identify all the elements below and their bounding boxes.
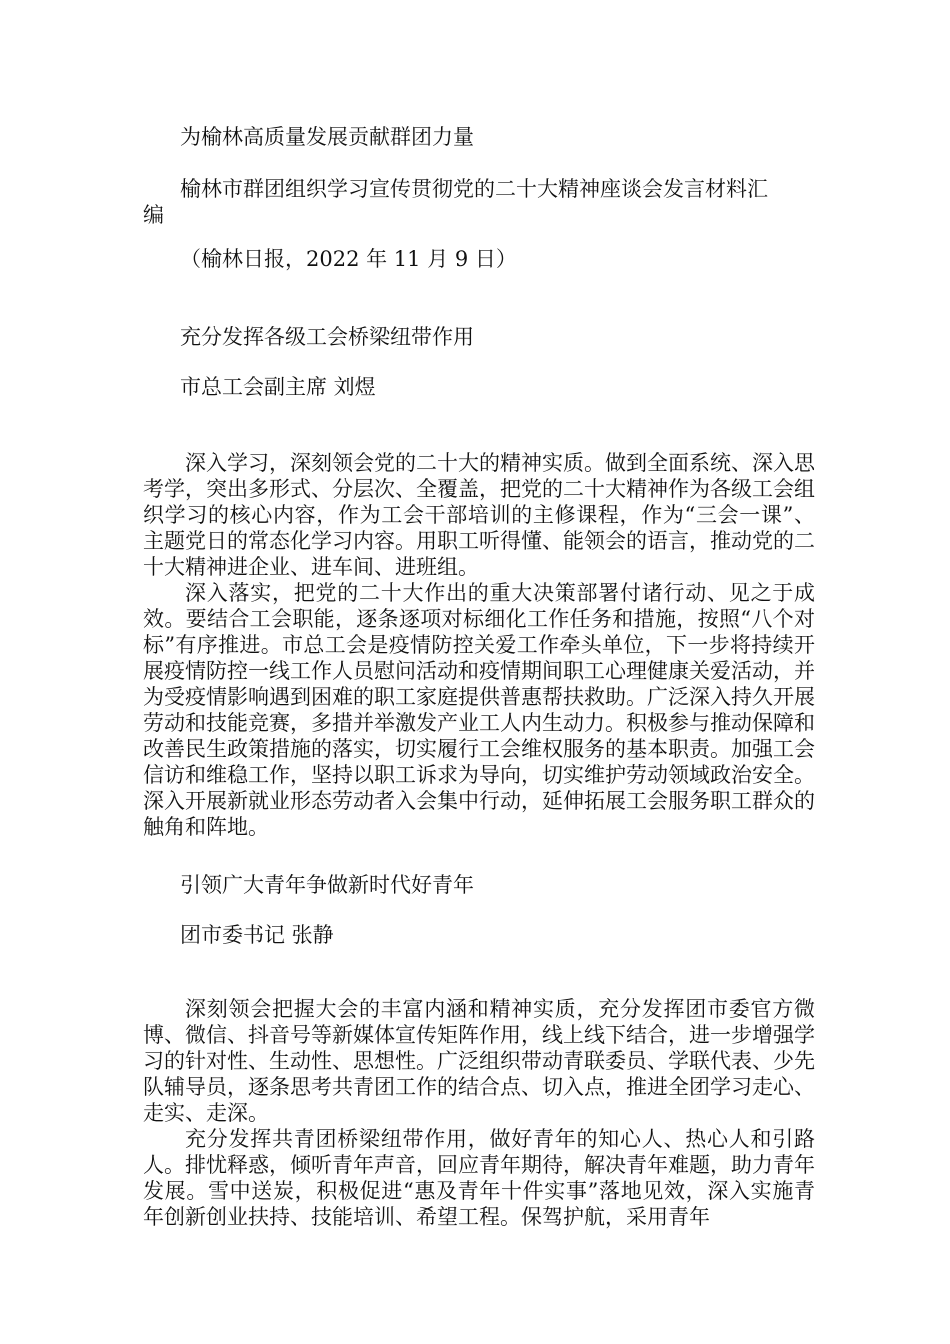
body-paragraph: 深入落实，把党的二十大作出的重大决策部署付诸行动、见之于成效。要结合工会职能，逐条逐项对标细化工作任务和措施，按照“八个对标”有序推进。市总工会是疫情防控关爱工作牵头单位，下一步将持续开展疫情防控一线工作人员慰问活动和疫情期间职工心理健康关爱活动，并为受疫情影响遇到困难的职工家庭提供普惠帮扶救助。广泛深入持久开展劳动和技能竞赛，多措并举激发产业工人内生动力。积极参与推动保障和改善民生政策措施的落实，切实履行工会维权服务的基本职责。加强工会信访和维稳工作，坚持以职工诉求为导向，切实维护劳动领域政治安全。深入开展新就业形态劳动者入会集中行动，延伸拓展工会服务职工群众的触角和阵地。 [143,581,815,839]
body-paragraph: 充分发挥共青团桥梁纽带作用，做好青年的知心人、热心人和引路人。排忧释惑，倾听青年声音，回应青年期待，解决青年难题，助力青年发展。雪中送炭，积极促进“惠及青年十件实事”落地见效，深入实施青年创新创业扶持、技能培训、希望工程。保驾护航，采用青年 [143,1127,815,1229]
document-subtitle-line-1: 榆林市群团组织学习宣传贯彻党的二十大精神座谈会发言材料汇 [180,177,768,201]
document-subtitle-line-2: 编 [143,203,164,227]
section-heading: 充分发挥各级工会桥梁纽带作用 [180,325,474,349]
document-title: 为榆林高质量发展贡献群团力量 [180,125,474,149]
section-body [143,996,815,1230]
body-paragraph: 深刻领会把握大会的丰富内涵和精神实质，充分发挥团市委官方微博、微信、抖音号等新媒体宣传矩阵作用，线上线下结合，进一步增强学习的针对性、生动性、思想性。广泛组织带动青联委员、学联代表、少先队辅导员，逐条思考共青团工作的结合点、切入点，推进全团学习走心、走实、走深。 [143,997,815,1125]
section-speaker: 市总工会副主席 刘煜 [180,375,376,399]
section-speaker: 团市委书记 张静 [180,923,334,947]
section-heading: 引领广大青年争做新时代好青年 [180,873,474,897]
body-paragraph: 深入学习，深刻领会党的二十大的精神实质。做到全面系统、深入思考学，突出多形式、分层次、全覆盖，把党的二十大精神作为各级工会组织学习的核心内容，作为工会干部培训的主修课程，作为“三会一课”、主题党日的常态化学习内容。用职工听得懂、能领会的语言，推动党的二十大精神进企业、进车间、进班组。 [143,451,815,579]
section-body [143,450,815,840]
document-source: （榆林日报，2022 年 11 月 9 日） [180,247,517,271]
